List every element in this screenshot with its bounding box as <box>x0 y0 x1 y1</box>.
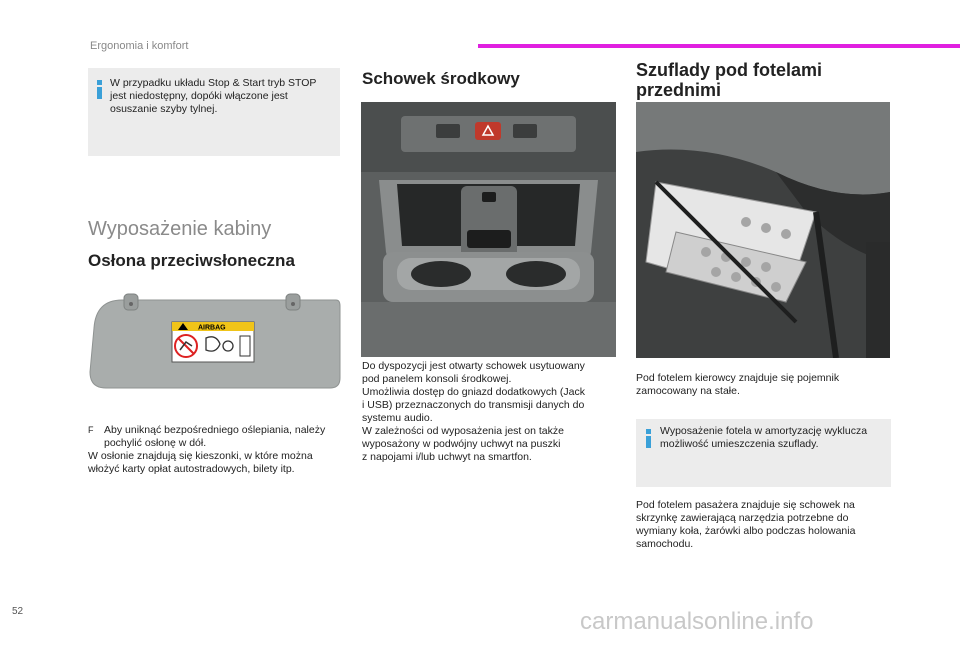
visor-para-line1: W osłonie znajdują się kieszonki, w które można <box>88 450 313 462</box>
passenger-line-3: wymiany koła, żarówki albo podczas holowania <box>636 525 856 537</box>
seat-drawer-photo <box>636 102 890 358</box>
section-header: Ergonomia i komfort <box>90 40 189 52</box>
bullet-text-line1: Aby uniknąć bezpośredniego oślepiania, należy <box>104 424 326 436</box>
section-title: Wyposażenie kabiny <box>88 218 272 240</box>
info-box-text: W przypadku układu Stop & Start tryb STOP jest niedostępny, dopóki włączone jest osuszanie szyby tylnej. <box>110 77 317 115</box>
drawers-title <box>636 60 822 100</box>
driver-seat-line1: Pod fotelem kierowcy znajduje się pojemnik <box>636 372 840 384</box>
storage-line-7: wyposażony w podwójny uchwyt na puszki <box>362 438 561 450</box>
info-box <box>88 68 340 156</box>
page-number: 52 <box>12 606 24 617</box>
storage-line-4: i USB) przeznaczonych do transmisji danych do <box>362 399 585 411</box>
storage-line-3: Umożliwia dostęp do gniazd dodatkowych (Jack <box>362 386 585 398</box>
passenger-line-2: skrzynkę zawierającą narzędzia potrzebne do <box>636 512 849 524</box>
suspension-line1: Wyposażenie fotela w amortyzację wyklucza <box>660 425 868 437</box>
subsection-title: Osłona przeciwsłoneczna <box>88 251 295 270</box>
storage-line-6: W zależności od wyposażenia jest on także <box>362 425 564 437</box>
storage-title: Schowek środkowy <box>362 69 520 88</box>
drawers-title-line1: Szuflady pod fotelami <box>636 60 823 80</box>
bullet-item <box>88 424 346 476</box>
info-icon <box>96 80 103 99</box>
bullet-marker: F <box>88 425 94 435</box>
driver-seat-para <box>636 372 886 398</box>
passenger-line-4: samochodu. <box>636 538 694 550</box>
storage-line-5: systemu audio. <box>362 412 433 424</box>
info-box-suspension <box>636 419 891 487</box>
storage-description <box>362 360 612 464</box>
driver-seat-line2: zamocowany na stałe. <box>636 385 740 397</box>
drawers-title-line2: przednimi <box>636 80 722 100</box>
hazard-button-icon <box>475 122 501 140</box>
info-icon <box>645 429 652 448</box>
storage-line-2: pod panelem konsoli środkowej. <box>362 373 512 385</box>
center-storage-photo <box>361 102 616 357</box>
suspension-line2: możliwość umieszczenia szuflady. <box>660 438 819 450</box>
storage-line-8: z napojami i/lub uchwyt na smartfon. <box>362 451 532 463</box>
storage-line-1: Do dyspozycji jest otwarty schowek usytuowany <box>362 360 585 372</box>
header-accent-bar <box>478 44 960 48</box>
visor-para-line2: włożyć karty opłat autostradowych, bilety itp. <box>88 463 295 475</box>
airbag-label: AIRBAG <box>198 324 226 332</box>
bullet-text-line2: pochylić osłonę w dół. <box>104 437 207 449</box>
usb-port-icon <box>482 192 496 202</box>
watermark: carmanualsonline.info <box>580 608 814 635</box>
sun-visor-illustration <box>86 288 342 402</box>
passenger-seat-para <box>636 499 888 551</box>
passenger-line-1: Pod fotelem pasażera znajduje się schowek na <box>636 499 855 511</box>
